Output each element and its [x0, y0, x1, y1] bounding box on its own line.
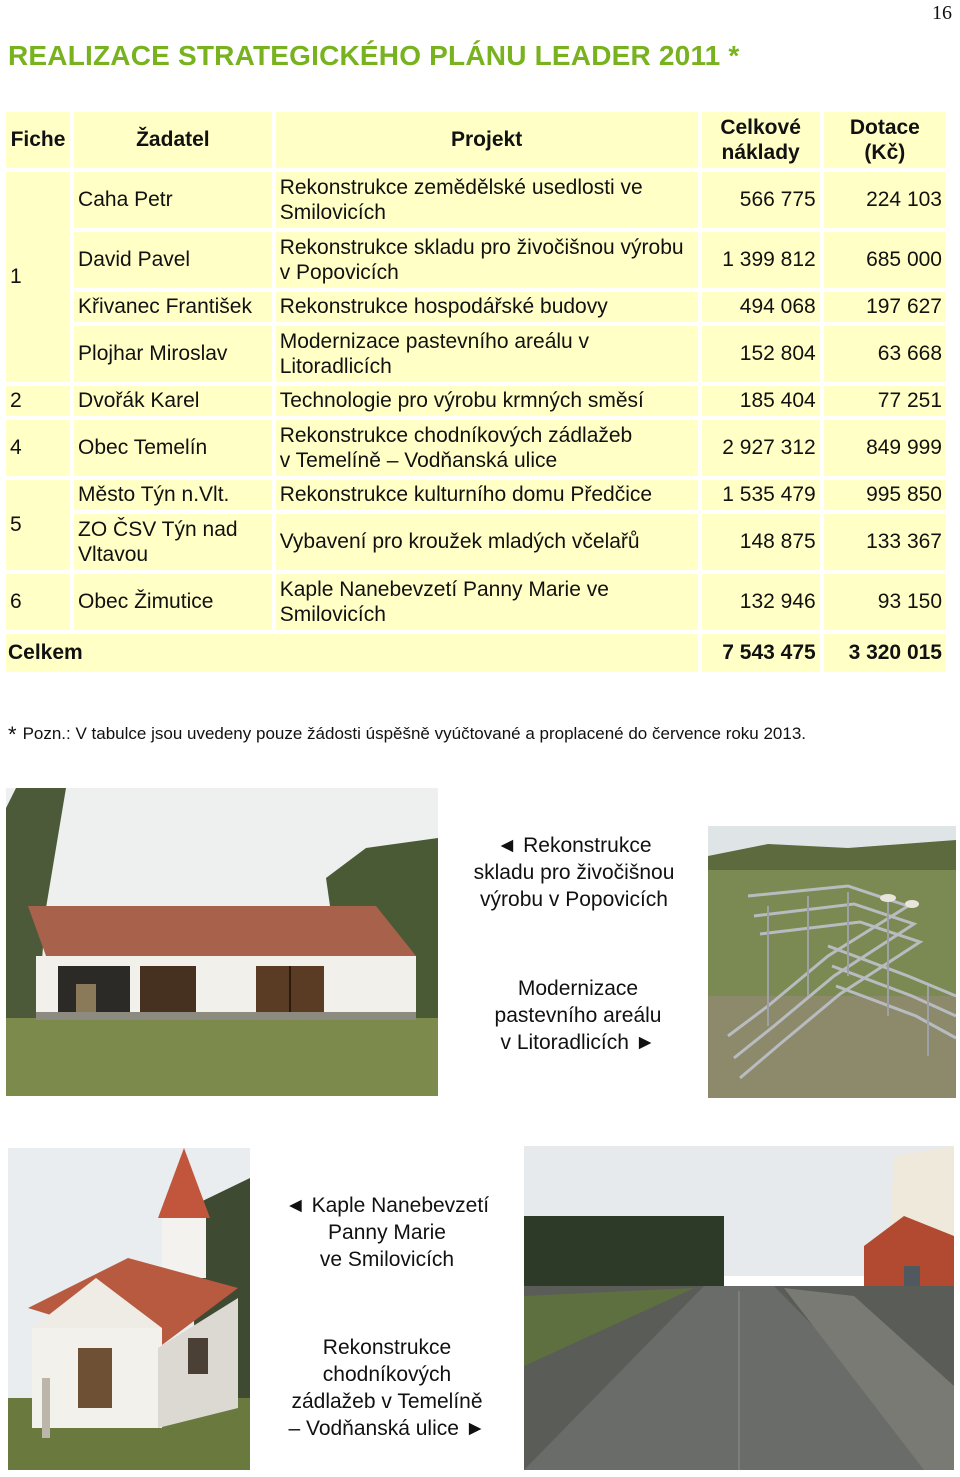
- dotace-cell: 63 668: [824, 326, 946, 382]
- dotace-cell: 685 000: [824, 232, 946, 288]
- table-row: [6, 326, 946, 382]
- celkove-cell: 148 875: [702, 514, 820, 570]
- dotace-cell: 197 627: [824, 292, 946, 322]
- footnote-star: *: [8, 722, 17, 747]
- header-celkove-line1: Celkové: [720, 115, 801, 139]
- dotace-cell: 849 999: [824, 420, 946, 476]
- caption-line: – Vodňanská ulice ►: [288, 1417, 486, 1440]
- caption-line: ve Smilovicích: [319, 1248, 455, 1271]
- page-number: 16: [932, 2, 952, 24]
- caption-line: ◄ Rekonstrukce: [496, 834, 652, 857]
- header-zadatel: Žadatel: [74, 112, 272, 168]
- caption-line: Rekonstrukce: [322, 1336, 452, 1359]
- caption-barn: [446, 832, 702, 913]
- projekt-cell: Rekonstrukce skladu pro živočišnou výrobu v Popovicích: [276, 232, 698, 288]
- caption-line: Panny Marie: [328, 1221, 446, 1244]
- projekt-cell: Rekonstrukce kulturního domu Předčice: [276, 480, 698, 510]
- celkove-cell: 1 399 812: [702, 232, 820, 288]
- zadatel-cell: Caha Petr: [74, 172, 272, 228]
- zadatel-cell: Obec Žimutice: [74, 574, 272, 630]
- celkove-cell: 566 775: [702, 172, 820, 228]
- projekt-cell: Kaple Nanebevzetí Panny Marie ve Smilovicích: [276, 574, 698, 630]
- projekt-cell: Rekonstrukce zemědělské usedlosti ve Smilovicích: [276, 172, 698, 228]
- header-dotace-line2: (Kč): [864, 141, 906, 164]
- dotace-cell: 93 150: [824, 574, 946, 630]
- zadatel-cell: Dvořák Karel: [74, 386, 272, 416]
- header-fiche: Fiche: [6, 112, 70, 168]
- celkove-cell: 1 535 479: [702, 480, 820, 510]
- projekt-cell: [276, 420, 698, 476]
- table-row: [6, 386, 946, 416]
- table-row: [6, 574, 946, 630]
- caption-street: [256, 1334, 518, 1442]
- caption-line: Modernizace: [517, 977, 639, 1000]
- caption-chapel: [256, 1192, 518, 1273]
- dotace-cell: 995 850: [824, 480, 946, 510]
- projekt-cell: Vybavení pro kroužek mladých včelařů: [276, 514, 698, 570]
- zadatel-cell: Obec Temelín: [74, 420, 272, 476]
- zadatel-cell: Plojhar Miroslav: [74, 326, 272, 382]
- total-celkove: 7 543 475: [702, 634, 820, 672]
- caption-line: chodníkových: [322, 1363, 452, 1386]
- header-celkove: [702, 112, 820, 168]
- caption-line: skladu pro živočišnou: [473, 861, 675, 884]
- celkove-cell: 152 804: [702, 326, 820, 382]
- dotace-cell: 224 103: [824, 172, 946, 228]
- caption-line: v Litoradlicích ►: [500, 1031, 656, 1054]
- projekt-line1: Rekonstrukce chodníkových zádlažeb: [279, 423, 633, 447]
- header-celkove-line2: náklady: [721, 141, 800, 164]
- table-row: [6, 292, 946, 322]
- fiche-cell: 5: [6, 480, 70, 570]
- caption-line: pastevního areálu: [494, 1004, 662, 1027]
- celkove-cell: 132 946: [702, 574, 820, 630]
- total-row: [6, 634, 946, 672]
- projekt-line2: v Temelíně – Vodňanská ulice: [279, 449, 558, 472]
- celkove-cell: 494 068: [702, 292, 820, 322]
- total-label: Celkem: [6, 634, 698, 672]
- caption-pasture: [446, 975, 710, 1056]
- caption-line: ◄ Kaple Nanebevzetí: [284, 1194, 490, 1217]
- photo-street: [524, 1146, 954, 1470]
- table-row: [6, 514, 946, 570]
- caption-line: výrobu v Popovicích: [480, 888, 668, 911]
- projekt-cell: Rekonstrukce hospodářské budovy: [276, 292, 698, 322]
- table-header-row: [6, 112, 946, 168]
- dotace-cell: 133 367: [824, 514, 946, 570]
- dotace-cell: 77 251: [824, 386, 946, 416]
- header-dotace: [824, 112, 946, 168]
- header-projekt: Projekt: [276, 112, 698, 168]
- projekt-cell: Technologie pro výrobu krmných směsí: [276, 386, 698, 416]
- fiche-cell: 1: [6, 172, 70, 382]
- table-row: [6, 172, 946, 228]
- zadatel-cell: Město Týn n.Vlt.: [74, 480, 272, 510]
- zadatel-cell: ZO ČSV Týn nad Vltavou: [74, 514, 272, 570]
- header-dotace-line1: Dotace: [849, 115, 920, 139]
- footnote-text: Pozn.: V tabulce jsou uvedeny pouze žádosti úspěšně vyúčtované a proplacené do července roku 2013.: [22, 724, 807, 743]
- fiche-cell: 6: [6, 574, 70, 630]
- table-row: [6, 420, 946, 476]
- caption-line: zádlažeb v Temelíně: [291, 1390, 483, 1413]
- footnote: [8, 722, 806, 748]
- zadatel-cell: David Pavel: [74, 232, 272, 288]
- table-row: [6, 232, 946, 288]
- zadatel-cell: Křivanec František: [74, 292, 272, 322]
- celkove-cell: 185 404: [702, 386, 820, 416]
- grants-table: [2, 108, 950, 676]
- fiche-cell: 2: [6, 386, 70, 416]
- total-dotace: 3 320 015: [824, 634, 946, 672]
- photo-pasture: [708, 826, 956, 1098]
- table-row: [6, 480, 946, 510]
- page-title: REALIZACE STRATEGICKÉHO PLÁNU LEADER 2011 *: [8, 40, 740, 71]
- photo-barn: [6, 788, 438, 1096]
- projekt-cell: Modernizace pastevního areálu v Litoradlicích: [276, 326, 698, 382]
- photo-chapel: [8, 1148, 250, 1470]
- celkove-cell: 2 927 312: [702, 420, 820, 476]
- fiche-cell: 4: [6, 420, 70, 476]
